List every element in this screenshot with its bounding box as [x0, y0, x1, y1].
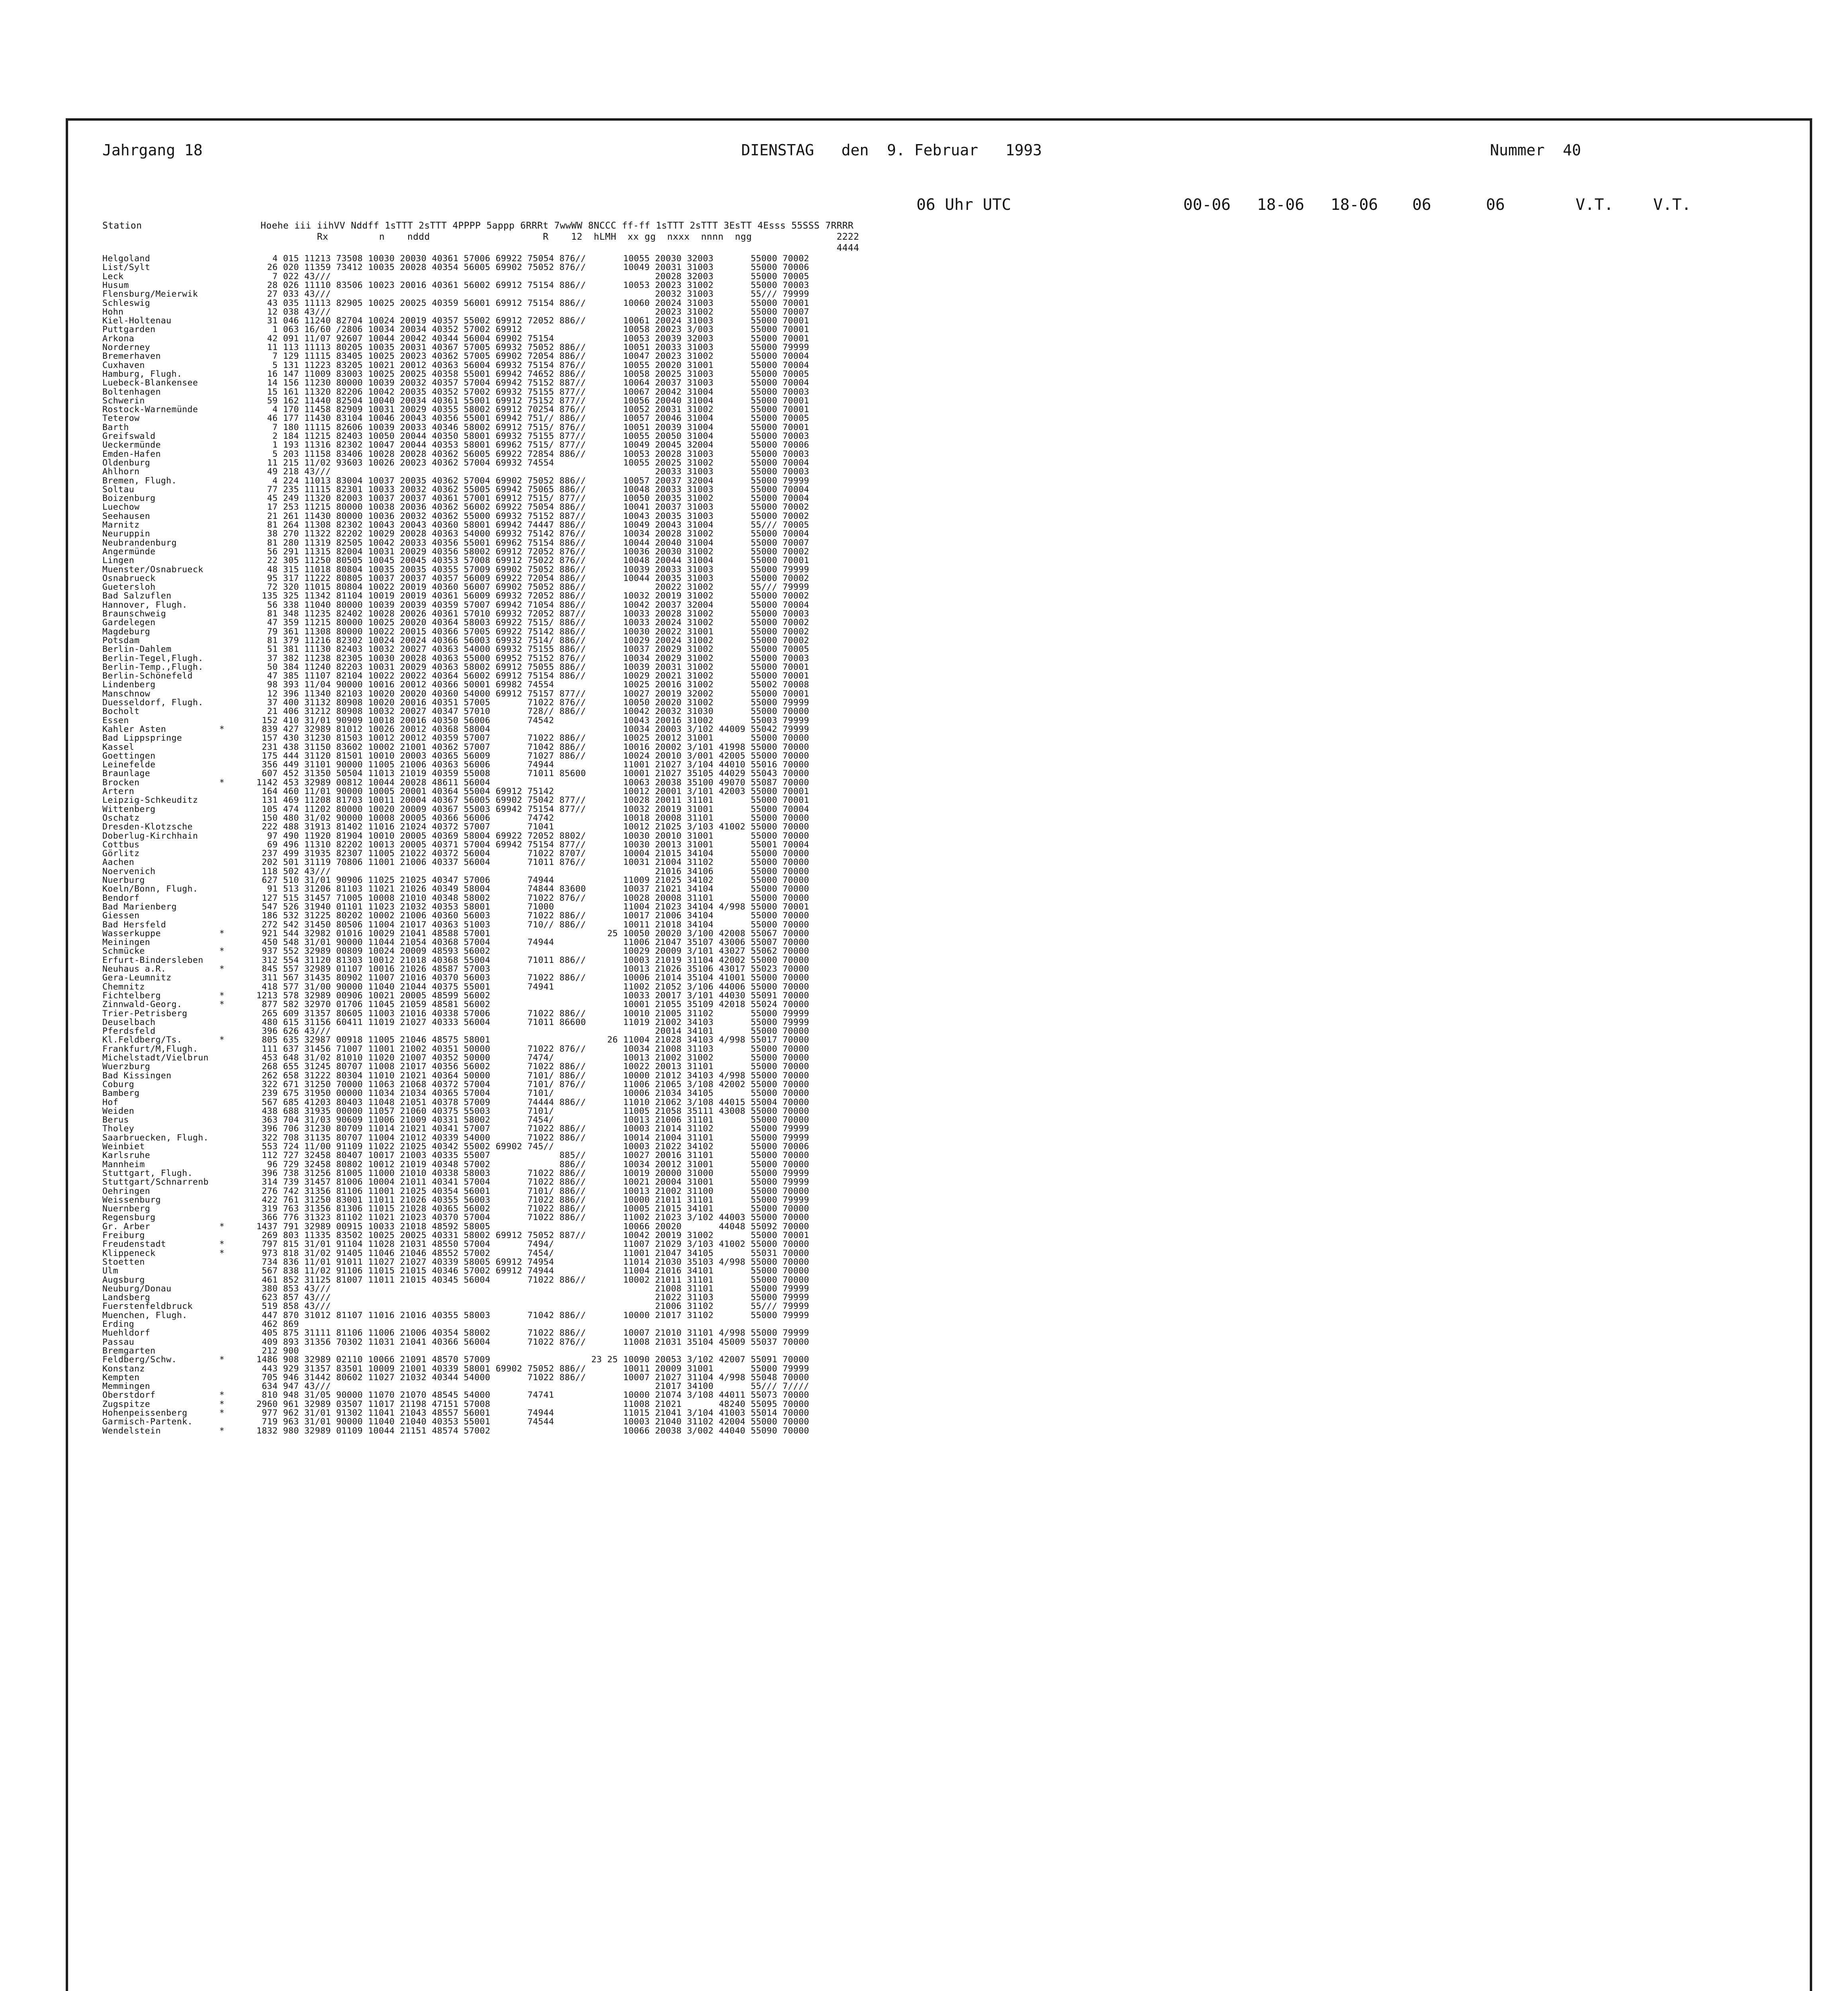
station-row: Freiburg 269 803 11335 83502 10025 20025 40331 58002 69912 75052 887// 10042 20019 31002 55000 70001	[102, 1230, 809, 1240]
station-row: Berlin-Tegel,Flugh. 37 382 11238 82305 10030 20028 40363 55000 69952 75152 876// 10034 20029 31002 55000 70003	[102, 653, 809, 663]
station-row: Duesseldorf, Flugh. 37 400 31132 80908 10020 20016 40351 57005 71022 876// 10050 20020 31002 55000 79999	[102, 698, 809, 708]
station-row: Fichtelberg * 1213 578 32989 00906 10021 20005 48599 56002 10033 20017 3/101 44030 55091 70000	[102, 990, 809, 1001]
station-row: Oberstdorf * 810 948 31/05 90000 11070 21070 48545 54000 74741 10000 21074 3/108 44011 55073 70000	[102, 1390, 809, 1400]
station-row: Schwerin 59 162 11440 82504 10040 20034 40361 55001 69912 75152 877// 10056 20040 31004 55000 70001	[102, 395, 809, 406]
station-row: Lindenberg 98 393 11/04 90000 10016 20012 40366 50001 69982 74554 10025 20016 31002 55002 70008	[102, 680, 809, 690]
station-row: Görlitz 237 499 31935 82307 11005 21022 40372 56004 71022 8707/ 10004 21015 34104 55000 70000	[102, 849, 809, 859]
column-header-row-3: 4444	[102, 243, 859, 253]
station-row: Stoetten 734 836 11/01 91011 11027 21027 40339 58005 69912 74954 11014 21030 35103 4/998 55000 70000	[102, 1257, 809, 1267]
station-row: Meiningen 450 548 31/01 90000 11044 21054 40368 57004 74944 11006 21047 35107 43006 55007 70000	[102, 937, 809, 948]
station-row: Neuruppin 38 270 11322 82202 10029 20028 40363 54000 69932 75142 876// 10034 20028 31002 55000 70004	[102, 529, 809, 539]
station-row: Noervenich 118 502 43/// 21016 34106 55000 70000	[102, 866, 809, 876]
station-row: Bendorf 127 515 31457 71005 10008 21010 40348 58002 71022 876// 10028 20008 31101 55000 70000	[102, 893, 809, 903]
synop-bulletin-page	[66, 118, 1812, 1991]
station-row: Flensburg/Meierwik 27 033 43/// 20032 31003 55/// 79999	[102, 289, 809, 299]
station-row: Guetersloh 72 320 11015 80804 10022 20019 40360 56007 69902 75052 886// 20022 31002 55/// 79999	[102, 582, 809, 593]
station-row: Angermünde 56 291 11315 82004 10031 20029 40356 58002 69912 72052 876// 10036 20030 31002 55000 70002	[102, 546, 809, 557]
station-row: Luebeck-Blankensee 14 156 11230 80000 10039 20032 40357 57004 69942 75152 887// 10064 20037 31003 55000 70004	[102, 378, 809, 388]
volume-label: Jahrgang 18	[102, 141, 203, 159]
station-row: Wendelstein * 1832 980 32989 01109 10044 21151 48574 57002 10066 20038 3/002 44040 55090 70000	[102, 1426, 809, 1436]
station-row: Schleswig 43 035 11113 82905 10025 20025 40359 56001 69912 75154 886// 10060 20024 31003 55000 70001	[102, 298, 809, 308]
station-row: Pferdsfeld 396 626 43/// 20014 34101 55000 70000	[102, 1026, 809, 1037]
station-row: Potsdam 81 379 11216 82302 10024 20024 40366 56003 69932 7514/ 886// 10029 20024 31002 55000 70002	[102, 635, 809, 645]
station-row: Mannheim 96 729 32458 80802 10012 21019 40348 57002 886// 10034 20012 31001 55000 70000	[102, 1159, 809, 1170]
station-row: Muenchen, Flugh. 447 870 31012 81107 11016 21016 40355 58003 71042 886// 10000 21017 31102 55000 79999	[102, 1310, 809, 1320]
station-row: Freudenstadt * 797 815 31/01 91104 11028 21031 48550 57004 7494/ 11007 21029 3/103 41002 55000 70000	[102, 1239, 809, 1250]
station-row: Emden-Hafen 5 203 11158 83406 10028 20028 40362 56005 69922 72854 886// 10053 20028 31003 55000 70003	[102, 449, 809, 459]
station-row: Zugspitze * 2960 961 32989 03507 11017 21198 47151 57008 11008 21021 48240 55095 70000	[102, 1399, 809, 1409]
station-row: Wasserkuppe * 921 544 32982 01016 10029 21041 48588 57001 25 10050 20020 3/100 42008 55067 70000	[102, 928, 809, 939]
station-row: Bad Hersfeld 272 542 31450 80506 11004 21017 40363 51003 710// 886// 10011 21018 34104 55000 70000	[102, 919, 809, 930]
station-row: Hannover, Flugh. 56 338 11040 80000 10039 20039 40359 57007 69942 71054 886// 10042 20037 32004 55000 70004	[102, 600, 809, 610]
station-row: Coburg 322 671 31250 70000 11063 21068 40372 57004 7101/ 876// 11006 21065 3/108 42002 55000 70000	[102, 1079, 809, 1089]
station-row: Puttgarden 1 063 16/60 /2806 10034 20034 40352 57002 69912 10058 20023 3/003 55000 70001	[102, 325, 809, 335]
h2-label: 06	[1486, 196, 1505, 214]
station-row: Luechow 17 253 11215 80000 10038 20036 40362 56002 69922 75054 886// 10041 20037 31003 55000 70002	[102, 502, 809, 512]
station-row: Wittenberg 105 474 11202 80000 10020 20009 40367 55003 69942 75154 877// 10032 20019 31001 55000 70004	[102, 804, 809, 814]
station-row: Ulm 567 838 11/02 91106 11015 21015 40346 57002 69912 74944 11004 21016 34101 55000 70000	[102, 1266, 809, 1276]
h1-label: 06	[1412, 196, 1431, 214]
station-row: Gardelegen 47 359 11215 80000 10025 20020 40364 58003 69922 7515/ 886// 10033 20024 31002 55000 70002	[102, 618, 809, 628]
station-row: List/Sylt 26 020 11359 73412 10035 20028 40354 56005 69902 75052 876// 10049 20031 31003 55000 70006	[102, 262, 809, 273]
station-row: Oschatz 150 480 31/02 90000 10008 20005 40366 56006 74742 10018 20008 31101 55000 70000	[102, 813, 809, 823]
span1-label: 00-06	[1183, 196, 1231, 214]
station-row: Passau 409 893 31356 70302 11031 21041 40366 56004 71022 876// 11008 21031 35104 45009 55037 70000	[102, 1337, 809, 1347]
station-row: Saarbruecken, Flugh. 322 708 31135 80707 11004 21012 40339 54000 71022 886// 10014 21004 31101 55000 79999	[102, 1132, 809, 1143]
span2-label: 18-06	[1257, 196, 1304, 214]
station-row: Feldberg/Schw. * 1486 908 32989 02110 10066 21091 48570 57009 23 25 10090 20053 3/102 42007 55091 70000	[102, 1355, 809, 1365]
station-row: Zinnwald-Georg. * 877 582 32970 01706 11045 21059 48581 56002 10001 21055 35109 42018 55024 70000	[102, 999, 809, 1010]
station-row: Muenster/Osnabrueck 48 315 11018 80804 10035 20035 40355 57009 69902 75052 886// 10039 20033 31003 55000 79999	[102, 564, 809, 575]
station-row: Weiden 438 688 31935 00000 11057 21060 40375 55003 7101/ 11005 21058 35111 43008 55000 70000	[102, 1106, 809, 1116]
station-row: Koeln/Bonn, Flugh. 91 513 31206 81103 11021 21026 40349 58004 74844 83600 10037 21021 34104 55000 70000	[102, 884, 809, 894]
station-row: Oehringen 276 742 31356 81106 11001 21025 40354 56001 7101/ 886// 10013 21002 31100 55000 70000	[102, 1186, 809, 1196]
station-row: Bad Marienberg 547 526 31940 01101 11023 21032 40353 58001 71000 11004 21023 34104 4/998 55000 70001	[102, 902, 809, 912]
station-row: Weinbiet 553 724 11/00 91109 11022 21025 40342 55002 69902 745// 10003 21022 34102 55000 70006	[102, 1142, 809, 1152]
station-row: Trier-Petrisberg 265 609 31357 80605 11003 21016 40338 57006 71022 886// 10010 21005 31102 55000 79999	[102, 1008, 809, 1019]
station-row: Hof 567 685 41203 80403 11048 21051 40378 57009 74444 886// 11010 21062 3/108 44015 55004 70000	[102, 1097, 809, 1107]
station-row: Wuerzburg 268 655 31245 80707 11008 21017 40356 56002 71022 886// 10022 20013 31101 55000 70000	[102, 1062, 809, 1072]
station-row: Leipzig-Schkeuditz 131 469 11208 81703 10011 20004 40367 56005 69902 75042 877// 10028 20011 31101 55000 70001	[102, 795, 809, 806]
station-row: Aachen 202 501 31119 70806 11001 21006 40337 56004 71011 876// 10031 21004 31102 55000 70000	[102, 857, 809, 868]
station-row: Kiel-Holtenau 31 046 11240 82704 10024 20019 40357 55002 69912 72052 886// 10061 20024 31003 55000 70001	[102, 316, 809, 326]
station-row: Hohenpeissenberg * 977 962 31/01 91302 11041 21043 48557 56001 74944 11015 21041 3/104 41003 55014 70000	[102, 1408, 809, 1418]
station-row: Barth 7 180 11115 82606 10039 20033 40346 58002 69912 7515/ 876// 10051 20039 31004 55000 70001	[102, 422, 809, 432]
station-row: Deuselbach 480 615 31156 60411 11019 21027 40333 56004 71011 86600 11019 21002 34103 55000 79999	[102, 1017, 809, 1027]
station-row: Regensburg 366 776 31323 81102 11021 21023 40370 57004 71022 886// 11002 21023 3/102 44003 55000 70000	[102, 1213, 809, 1223]
vt2-label: V.T.	[1653, 196, 1691, 214]
station-row: Lingen 22 305 11250 80505 10045 20045 40353 57008 69912 75022 876// 10048 20044 31004 55000 70001	[102, 555, 809, 566]
date-label: DIENSTAG den 9. Februar 1993	[741, 141, 1042, 159]
obs-time-label: 06 Uhr UTC	[916, 196, 1011, 214]
issue-number: Nummer 40	[1490, 141, 1581, 159]
station-row: Bremen, Flugh. 4 224 11013 83004 10037 20035 40362 57004 69902 75052 886// 10057 20037 32004 55000 79999	[102, 475, 809, 486]
station-row: Ahlhorn 49 218 43/// 20033 31003 55000 70003	[102, 467, 809, 477]
station-row: Gera-Leumnitz 311 567 31435 80902 11007 21016 40370 56003 71022 886// 10006 21014 35104 41001 55000 70000	[102, 973, 809, 983]
station-row: Stuttgart/Schnarrenb 314 739 31457 81006 10004 21011 40341 57004 71022 886// 10021 20004 31001 55000 79999	[102, 1177, 809, 1187]
station-row: Weissenburg 422 761 31250 83001 11011 21026 40355 56003 71022 886// 10000 21011 31101 55000 79999	[102, 1195, 809, 1205]
station-row: Berlin-Schönefeld 47 385 11107 82104 10022 20022 40364 56002 69912 75154 886// 10029 20021 31002 55000 70001	[102, 671, 809, 681]
station-row: Tholey 396 706 31230 80709 11014 21021 40341 57007 71022 886// 10003 21014 31102 55000 79999	[102, 1124, 809, 1134]
station-row: Soltau 77 235 11115 82301 10033 20032 40362 55005 69942 75065 886// 10048 20033 31003 55000 70004	[102, 484, 809, 495]
station-row: Nuernberg 319 763 31356 81306 11015 21028 40365 56002 71022 886// 10005 21015 34101 55000 70000	[102, 1204, 809, 1214]
station-row: Neuburg/Donau 380 853 43/// 21008 31101 55000 79999	[102, 1283, 809, 1294]
station-row: Hohn 12 038 43/// 20023 31002 55000 70007	[102, 307, 809, 317]
station-row: Berlin-Temp.,Flugh. 50 384 11240 82203 10031 20029 40363 58002 69912 75055 886// 10039 20031 31002 55000 70001	[102, 662, 809, 672]
column-header-row-1: Station Hoehe iii iihVV Nddff 1sTTT 2sTTT 4PPPP 5appp 6RRRt 7wwWW 8NCCC ff-ff 1sTTT 2sTTT 3EsTT 4Esss 55SSS 7RRRR	[102, 221, 854, 231]
station-row: Bad Kissingen 262 658 31222 80304 11010 21021 40364 50000 7101/ 886// 10000 21012 34103 4/998 55000 70000	[102, 1070, 809, 1081]
station-row: Ueckermünde 1 193 11316 82302 10047 20044 40353 58001 69962 7515/ 877// 10049 20045 32004 55000 70006	[102, 440, 809, 450]
station-row: Doberlug-Kirchhain 97 490 11920 81904 10010 20005 40369 58004 69922 72052 8802/ 10030 20010 31001 55000 70000	[102, 831, 809, 841]
station-row: Fuerstenfeldbruck 519 858 43/// 21006 31102 55/// 79999	[102, 1301, 809, 1312]
station-row: Greifswald 2 184 11215 82403 10050 20044 40350 58001 69932 75155 877// 10055 20050 31004 55000 70003	[102, 431, 809, 441]
station-row: Landsberg 623 857 43/// 21022 31103 55000 79999	[102, 1293, 809, 1303]
station-row: Memmingen 634 947 43/// 21017 34100 55/// 7////	[102, 1381, 809, 1392]
station-row: Hamburg, Flugh. 16 147 11009 83003 10025 20025 40358 55001 69942 74652 886// 10058 20025 31003 55000 70005	[102, 369, 809, 379]
station-row: Leck 7 022 43/// 20028 32003 55000 70005	[102, 271, 809, 282]
station-row: Bremerhaven 7 129 11115 83405 10025 20023 40362 57005 69902 72054 886// 10047 20023 31002 55000 70004	[102, 351, 809, 362]
station-row: Braunschweig 81 348 11235 82402 10028 20026 40361 57010 69932 72052 887// 10033 20028 31002 55000 70003	[102, 609, 809, 619]
station-row: Gr. Arber * 1437 791 32989 00915 10033 21018 48592 58005 10066 20020 44048 55092 70000	[102, 1221, 809, 1232]
station-row: Erfurt-Bindersleben 312 554 31120 81303 10012 21018 40368 55004 71011 886// 10003 21019 31104 42002 55000 70000	[102, 955, 809, 965]
station-row: Michelstadt/Vielbrun 453 648 31/02 81010 11020 21007 40352 50000 7474/ 10013 21002 31002 55000 70000	[102, 1053, 809, 1063]
span3-label: 18-06	[1331, 196, 1378, 214]
station-row: Goettingen 175 444 31120 81501 10010 20003 40365 56009 71027 886// 10024 20010 3/001 42005 55000 70000	[102, 751, 809, 761]
station-row: Karlsruhe 112 727 32458 80407 10017 21003 40335 55007 885// 10027 20016 31101 55000 70000	[102, 1150, 809, 1161]
station-row: Garmisch-Partenk. 719 963 31/01 90000 11040 21040 40353 55001 74544 10003 21040 31102 42004 55000 70000	[102, 1417, 809, 1427]
station-row: Leinefelde 356 449 31101 90000 11005 21006 40363 56006 74944 11001 21027 3/104 44010 55016 70000	[102, 760, 809, 770]
station-row: Neubrandenburg 81 280 11319 82505 10042 20033 40356 55001 69962 75154 886// 10044 20040 31004 55000 70007	[102, 538, 809, 548]
station-row: Nuerburg 627 510 31/01 90906 11025 21025 40347 57006 74944 11009 21025 34102 55000 70000	[102, 875, 809, 885]
station-row: Rostock-Warnemünde 4 170 11458 82909 10031 20029 40355 58002 69912 70254 876// 10052 20031 31002 55000 70001	[102, 405, 809, 415]
station-row: Braunlage 607 452 31350 50504 11013 21019 40359 55008 71011 85600 10001 21027 35105 44029 55043 70000	[102, 769, 809, 779]
station-row: Artern 164 460 11/01 90000 10005 20001 40364 55004 69912 75142 10012 20001 3/101 42003 55000 70001	[102, 786, 809, 796]
station-row: Husum 28 026 11110 83506 10023 20016 40361 56002 69912 75154 886// 10053 20023 31002 55000 70003	[102, 280, 809, 290]
station-row: Boltenhagen 15 161 11320 82206 10042 20035 40352 57002 69932 75155 877// 10067 20042 31004 55000 70003	[102, 387, 809, 397]
station-row: Oldenburg 11 215 11/02 93603 10026 20023 40362 57004 69932 74554 10055 20025 31002 55000 70004	[102, 458, 809, 468]
station-row: Konstanz 443 929 31357 83501 10009 21001 40339 58001 69902 75052 886// 10011 20009 31001 55000 79999	[102, 1363, 809, 1374]
station-row: Osnabrueck 95 317 11222 80805 10037 20037 40357 56009 69922 72054 886// 10044 20035 31003 55000 70002	[102, 573, 809, 583]
station-row: Neuhaus a.R. * 845 557 32989 01107 10016 21026 48587 57003 10013 21026 35106 43017 55023 70000	[102, 964, 809, 974]
column-header-row-2: Rx n nddd R 12 hLMH xx gg nxxx nnnn ngg 2222	[102, 232, 859, 242]
station-row: Kl.Feldberg/Ts. * 805 635 32987 00918 11005 21046 48575 58001 26 11004 21028 34103 4/998 55017 70000	[102, 1035, 809, 1045]
station-row: Giessen 186 532 31225 80202 10002 21006 40360 56003 71022 886// 10017 21006 34104 55000 70000	[102, 911, 809, 921]
station-row: Cottbus 69 496 11310 82202 10013 20005 40371 57004 69942 75154 877// 10030 20013 31001 55001 70004	[102, 839, 809, 850]
station-row: Bremgarten 212 900	[102, 1346, 299, 1356]
station-row: Teterow 46 177 11430 83104 10046 20043 40356 55001 69942 751// 886// 10057 20046 31004 55000 70005	[102, 413, 809, 424]
station-row: Stuttgart, Flugh. 396 738 31256 81005 11000 21010 40338 58003 71022 886// 10019 20000 31000 55000 79999	[102, 1168, 809, 1178]
station-row: Augsburg 461 852 31125 81007 11011 21015 40345 56004 71022 886// 10002 21011 31101 55000 70000	[102, 1275, 809, 1285]
station-row: Dresden-Klotzsche 222 488 31913 81402 11016 21024 40372 57007 71041 10012 21025 3/103 41002 55000 70000	[102, 822, 809, 832]
station-row: Boizenburg 45 249 11320 82003 10037 20037 40361 57001 69912 7515/ 877// 10050 20035 31002 55000 70004	[102, 493, 809, 504]
station-row: Cuxhaven 5 131 11223 83205 10021 20012 40363 56004 69932 75154 876// 10055 20020 31001 55000 70004	[102, 360, 809, 370]
station-row: Berlin-Dahlem 51 381 11130 82403 10032 20027 40363 54000 69932 75155 886// 10037 20029 31002 55000 70005	[102, 644, 809, 655]
station-row: Norderney 11 113 11113 80205 10035 20031 40367 57005 69932 75052 886// 10051 20033 31003 55000 79999	[102, 342, 809, 352]
station-row: Chemnitz 418 577 31/00 90000 11040 21044 40375 55001 74941 11002 21052 3/106 44006 55000 70000	[102, 982, 809, 992]
station-row: Muehldorf 405 875 31111 81106 11006 21006 40354 58002 71022 886// 10007 21010 31101 4/998 55000 79999	[102, 1328, 809, 1338]
station-row: Bad Salzuflen 135 325 11342 81104 10019 20019 40361 56009 69932 72052 886// 10032 20019 31002 55000 70002	[102, 591, 809, 601]
station-row: Erding 462 869	[102, 1319, 299, 1329]
vt1-label: V.T.	[1576, 196, 1614, 214]
station-row: Klippeneck * 973 818 31/02 91405 11046 21046 48552 57002 7454/ 11001 21047 34105 55031 70000	[102, 1248, 809, 1258]
station-row: Bocholt 21 406 31212 80908 10032 20027 40347 57010 728// 886// 10042 20032 31030 55000 70000	[102, 706, 809, 717]
station-row: Kassel 231 438 31150 83602 10002 21001 40362 57007 71042 886// 10016 20002 3/101 41998 55000 70000	[102, 742, 809, 752]
station-row: Arkona 42 091 11/07 92607 10044 20042 40344 56004 69902 75154 10053 20039 32003 55000 70001	[102, 333, 809, 344]
station-row: Kahler Asten * 839 427 32989 81012 10026 20012 40368 58004 10034 20003 3/102 44009 55042 79999	[102, 724, 809, 734]
station-row: Frankfurt/M,Flugh. 111 637 31456 71007 11001 21002 40351 50000 71022 876// 10034 21008 31103 55000 70000	[102, 1044, 809, 1054]
station-row: Marnitz 81 264 11308 82302 10043 20043 40360 58001 69942 74447 886// 10049 20043 31004 55/// 70005	[102, 520, 809, 530]
station-row: Seehausen 21 261 11430 80000 10036 20032 40362 55000 69932 75152 887// 10043 20035 31003 55000 70002	[102, 511, 809, 521]
station-row: Schmücke * 937 552 32989 00809 10024 20009 48593 56002 10029 20009 3/101 43027 55062 70000	[102, 946, 809, 956]
station-row: Bamberg 239 675 31950 00000 11034 21034 40365 57004 7101/ 10006 21034 34105 55000 70000	[102, 1088, 809, 1099]
station-row: Manschnow 12 396 11340 82103 10020 20020 40360 54000 69912 75157 877// 10027 20019 32002 55000 70001	[102, 688, 809, 699]
station-row: Magdeburg 79 361 11308 80000 10022 20015 40366 57005 69922 75142 886// 10030 20022 31001 55000 70002	[102, 626, 809, 637]
station-row: Helgoland 4 015 11213 73508 10030 20030 40361 57006 69922 75054 876// 10055 20030 32003 55000 70002	[102, 254, 809, 264]
station-row: Kempten 705 946 31442 80602 11027 21032 40344 54000 71022 886// 10007 21027 31104 4/998 55048 70000	[102, 1372, 809, 1383]
station-row: Berus 363 704 31/03 90609 11006 21009 40331 58002 7454/ 10013 21006 31101 55000 70000	[102, 1115, 809, 1125]
station-row: Bad Lippspringe 157 430 31230 81503 10012 20012 40359 57007 71022 886// 10025 20012 31001 55000 70000	[102, 733, 809, 743]
station-row: Essen 152 410 31/01 90909 10018 20016 40350 56006 74542 10043 20016 31002 55003 79999	[102, 715, 809, 726]
station-row: Brocken * 1142 453 32989 00812 10044 20028 48611 56004 10063 20038 35100 49070 55087 70000	[102, 777, 809, 788]
